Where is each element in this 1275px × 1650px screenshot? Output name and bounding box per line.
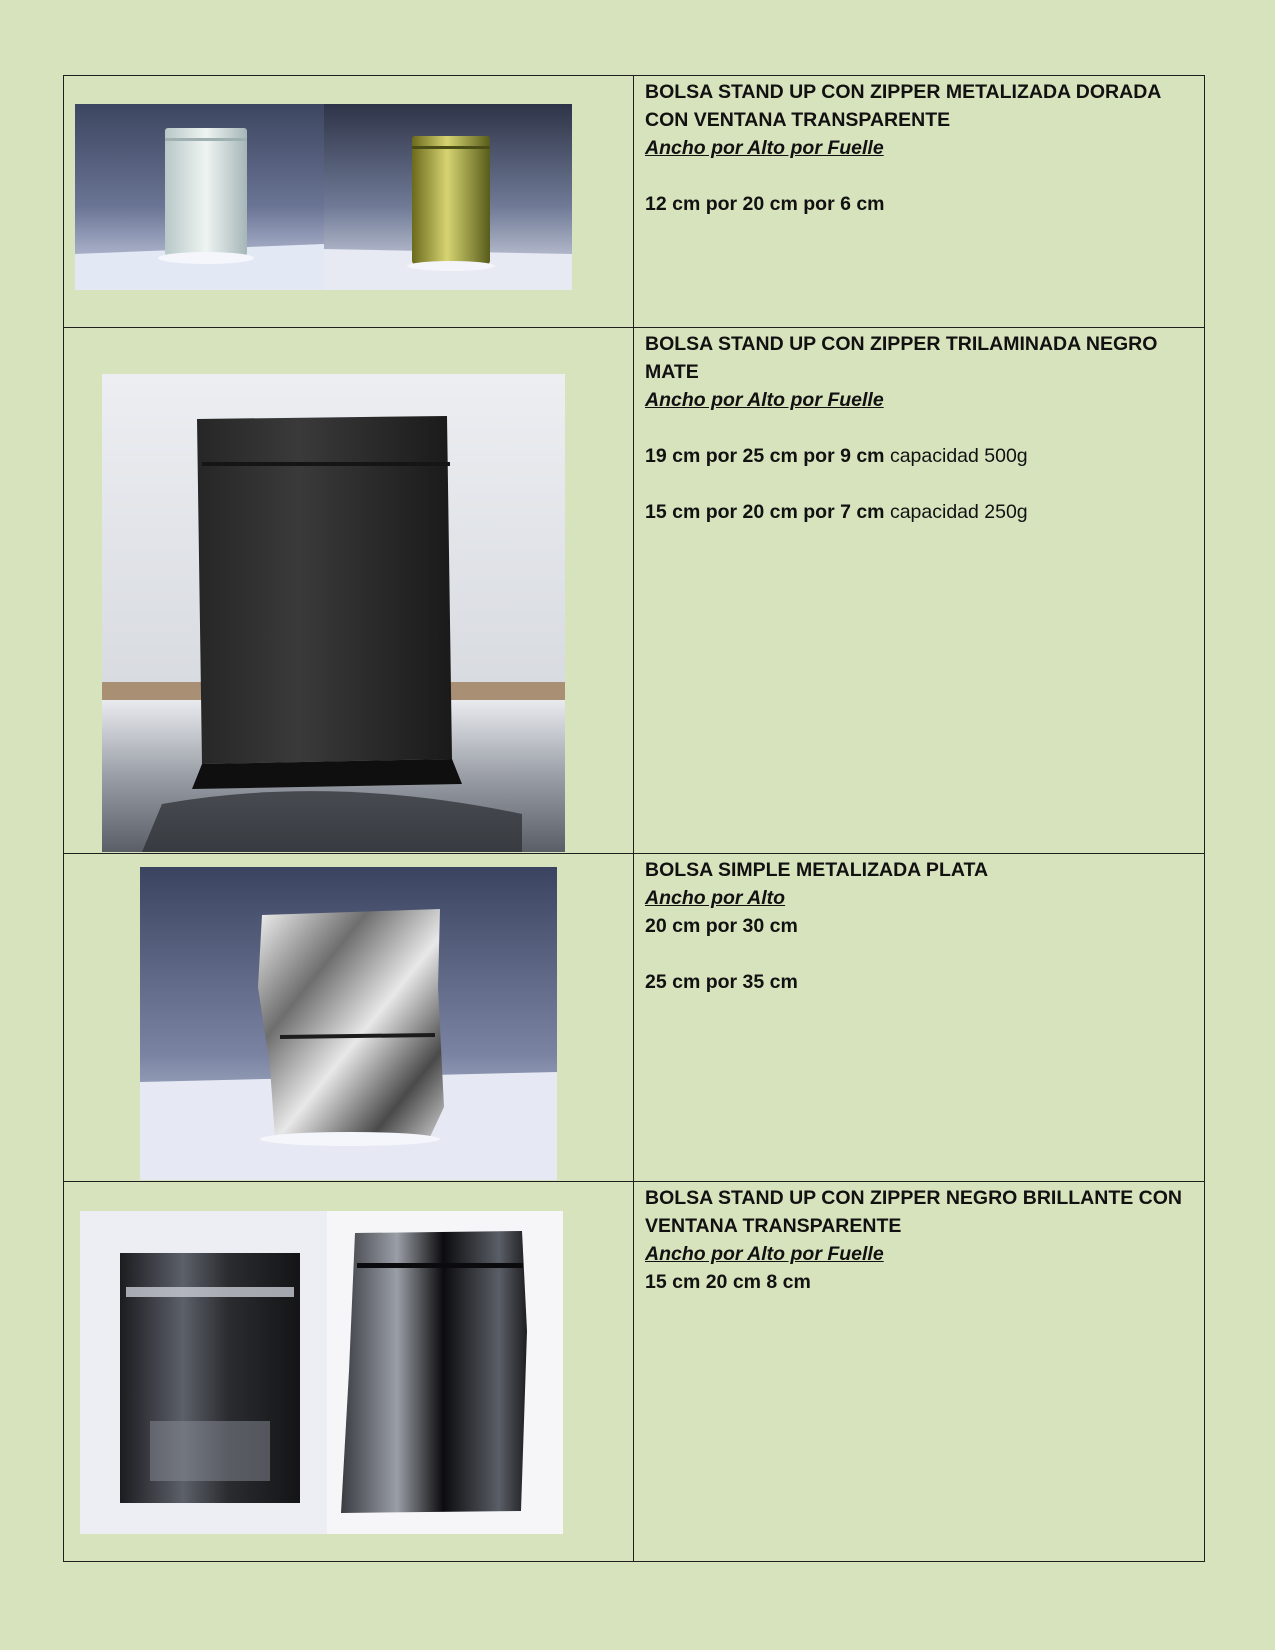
product-title-line2: CON VENTANA TRANSPARENTE [645, 109, 951, 131]
product-title: BOLSA STAND UP CON ZIPPER TRILAMINADA NEGRO [645, 333, 1158, 355]
product-title: BOLSA STAND UP CON ZIPPER METALIZADA DORADA [645, 81, 1162, 103]
size-spec: 12 cm por 20 cm por 6 cm [645, 193, 885, 215]
size-spec [645, 442, 1194, 470]
dimensions-legend: Ancho por Alto [645, 887, 786, 909]
size-spec [645, 498, 1194, 526]
size-value: 15 cm por 20 cm por 7 cm [645, 501, 885, 523]
image-cell [64, 1182, 634, 1562]
size-spec: 15 cm 20 cm 8 cm [645, 1271, 811, 1293]
description-cell [634, 328, 1205, 854]
glossy-black-pouch-back-photo [327, 1211, 563, 1534]
table-row [64, 76, 1205, 328]
gold-standup-pouch-photo [324, 104, 572, 290]
product-title: BOLSA STAND UP CON ZIPPER NEGRO BRILLANTE CON [645, 1187, 1182, 1209]
dimensions-legend: Ancho por Alto por Fuelle [645, 389, 884, 411]
capacity-note: capacidad 250g [884, 501, 1028, 523]
dimensions-legend: Ancho por Alto por Fuelle [645, 1243, 884, 1265]
product-title: BOLSA SIMPLE METALIZADA PLATA [645, 859, 989, 881]
description-cell [634, 854, 1205, 1182]
product-table [63, 75, 1205, 1562]
product-title-line2: VENTANA TRANSPARENTE [645, 1215, 902, 1237]
size-spec: 25 cm por 35 cm [645, 971, 798, 993]
size-value: 19 cm por 25 cm por 9 cm [645, 445, 885, 467]
capacity-note: capacidad 500g [884, 445, 1028, 467]
table-row [64, 854, 1205, 1182]
silver-clear-standup-pouch-photo [75, 104, 324, 290]
matte-black-standup-pouch-photo [102, 374, 565, 852]
image-cell [64, 854, 634, 1182]
image-cell [64, 328, 634, 854]
table-row [64, 1182, 1205, 1562]
description-cell [634, 76, 1205, 328]
description-cell [634, 1182, 1205, 1562]
product-title-line2: MATE [645, 361, 699, 383]
glossy-black-window-pouch-front-photo [80, 1211, 327, 1534]
dimensions-legend: Ancho por Alto por Fuelle [645, 137, 884, 159]
silver-metallic-pouch-photo [140, 867, 557, 1180]
size-spec: 20 cm por 30 cm [645, 915, 798, 937]
table-row [64, 328, 1205, 854]
image-cell [64, 76, 634, 328]
